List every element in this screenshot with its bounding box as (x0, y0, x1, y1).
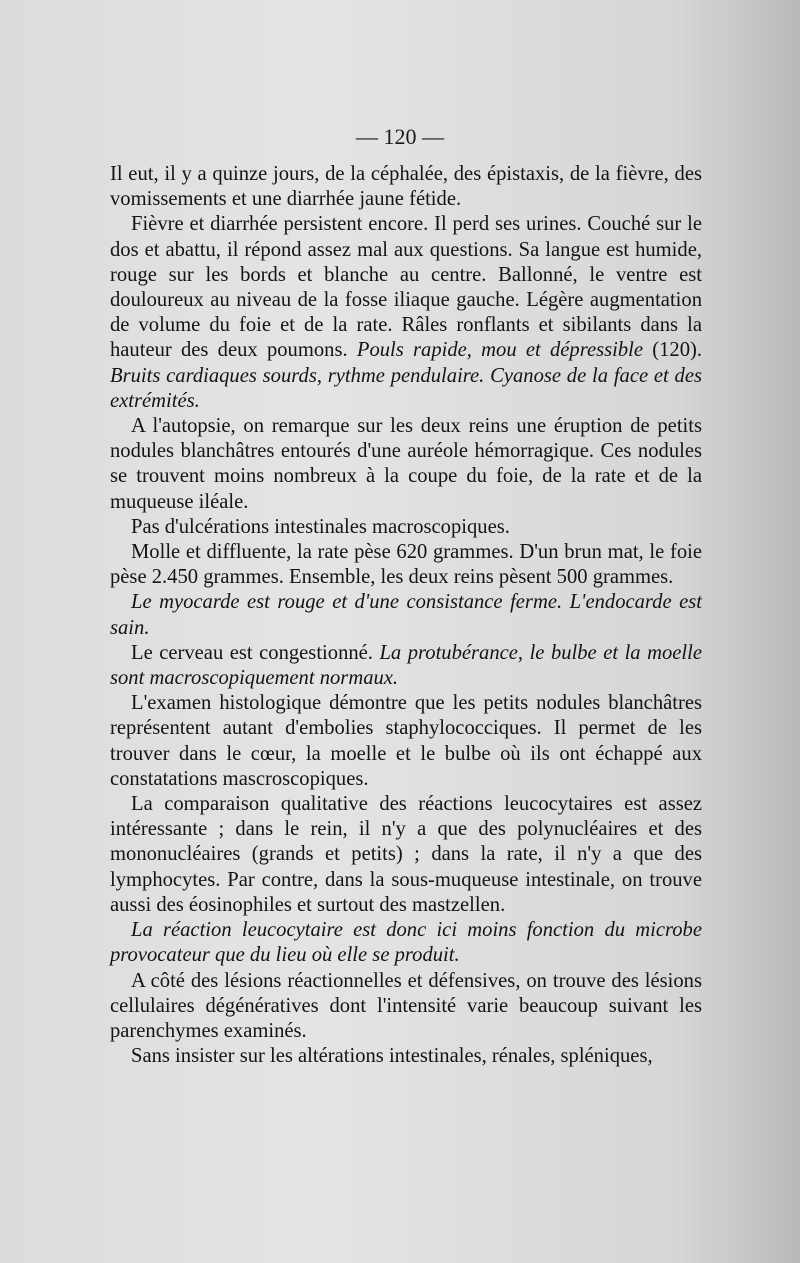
italic-text: La protubérance, le bulbe et la moelle sont macroscopiquement normaux. (110, 641, 703, 690)
text-run: Il eut, il y a quinze jours, de la céphalée, des épistaxis, de la fièvre, des vomissements et une diarrhée jaune fétide. (110, 163, 702, 211)
paragraph (110, 918, 702, 968)
text-run: Molle et diffluente, la rate pèse 620 grammes. D'un brun mat, le foie pèse 2.450 grammes. Ensemble, les deux reins pèsent 500 grammes. (110, 541, 702, 589)
text-run: A l'autopsie, on remarque sur les deux reins une éruption de petits nodules blanchâtres entourés d'une auréole hémorragique. Ces nodules se trouvent moins nombreux à la coupe du foie, de la rate et de la muqueuse iléale. (110, 415, 702, 513)
paragraph (110, 590, 702, 640)
page-number: — 120 — (356, 124, 444, 149)
body-text (110, 162, 702, 1069)
paragraph (110, 969, 702, 1045)
paragraph (110, 641, 702, 691)
italic-text: Le myocarde est rouge et d'une consistance ferme. L'endocarde est sain. (110, 591, 702, 639)
italic-text: La réaction leucocytaire est donc ici moins fonction du microbe provocateur que du lieu où elle se produit. (110, 919, 702, 967)
text-run: Pas d'ulcérations intestinales macroscopiques. (131, 515, 510, 538)
paragraph (110, 515, 702, 540)
paragraph (110, 162, 702, 212)
text-run: (120). (643, 339, 703, 362)
text-run: La comparaison qualitative des réactions leucocytaires est assez intéressante ; dans le rein, il n'y a que des polynucléaires et des mononucléaires (grands et petits) ; dans la rate, il n'y a que des lymphocytes. Par contre, dans la sous-muqueuse intestinale, on trouve aussi des éosinophiles et surtout des mastzellen. (110, 793, 702, 916)
text-run: Sans insister sur les altérations intestinales, rénales, spléniques, (131, 1045, 653, 1068)
paragraph (110, 691, 702, 792)
italic-text: Bruits cardiaques sourds, rythme pendulaire. Cyanose de la face et des extrémités. (110, 364, 702, 412)
text-run: L'examen histologique démontre que les petits nodules blanchâtres représentent autant d'embolies staphylococciques. Il permet de les trouver dans le cœur, la moelle et le bulbe où ils ont échappé aux constatations mascroscopiques. (110, 692, 702, 790)
text-run: A côté des lésions réactionnelles et défensives, on trouve des lésions cellulaires dégénératives dont l'intensité varie beaucoup suivant les parenchymes examinés. (110, 969, 702, 1042)
paragraph (110, 540, 702, 590)
paragraph (110, 212, 702, 414)
paragraph (110, 1044, 702, 1069)
text-run: Le cerveau est congestionné. (131, 641, 380, 664)
paragraph (110, 414, 702, 515)
paragraph (110, 792, 702, 918)
italic-text: Pouls rapide, mou et dépressible (356, 339, 644, 362)
text-run: Fièvre et diarrhée persistent encore. Il perd ses urines. Couché sur le dos et abattu, il répond assez mal aux questions. Sa langue est humide, rouge sur les bords et blanche au centre. Ballonné, le ventre est douloureux au niveau de la fosse iliaque gauche. Légère augmentation de volume du foie et de la rate. Râles ronflants et sibilants dans la hauteur des deux poumons. (110, 213, 702, 362)
